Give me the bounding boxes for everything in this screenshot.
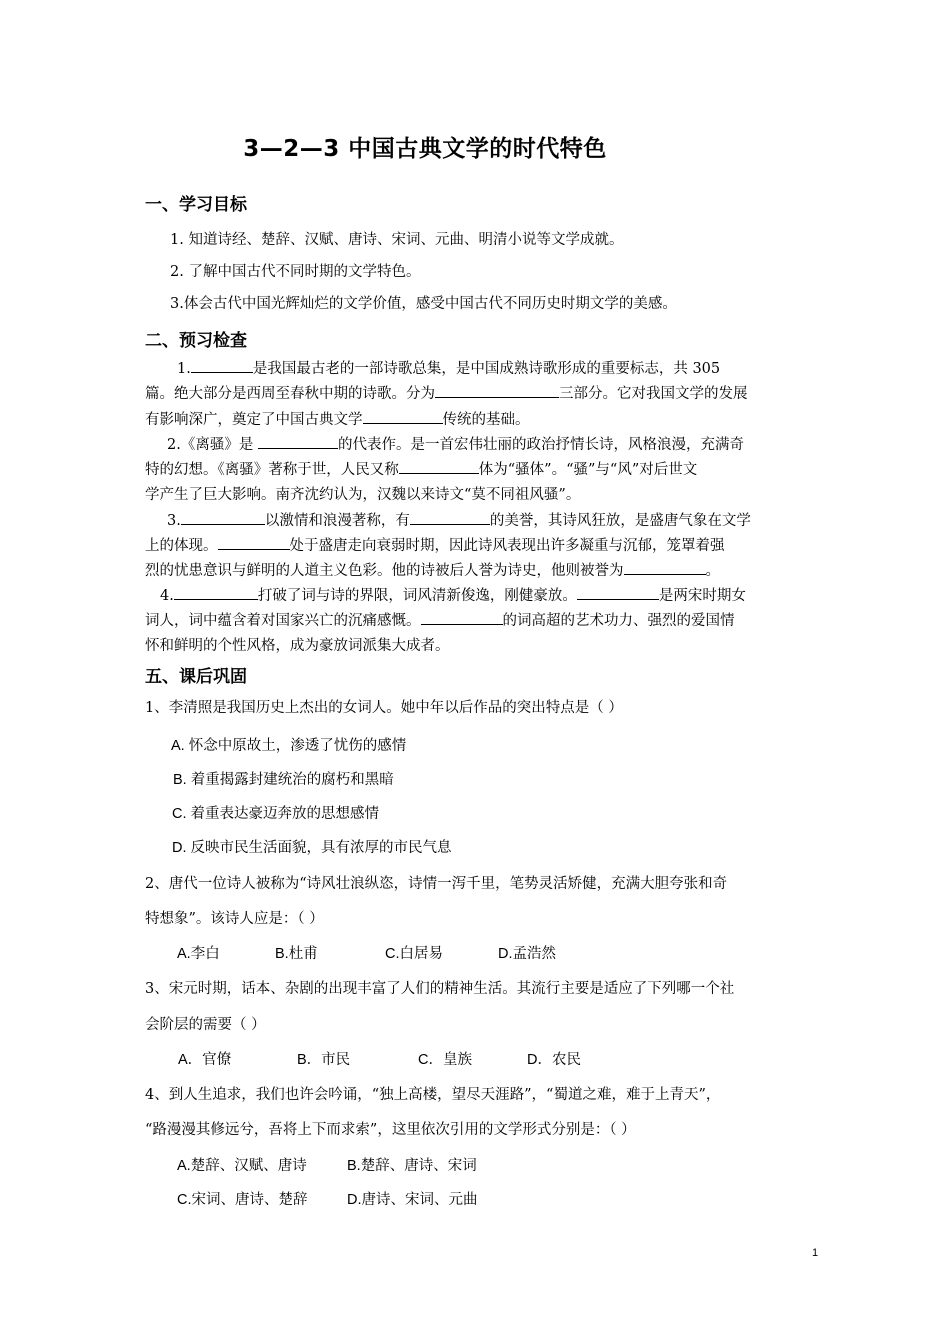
section-heading-goals: 一、学习目标: [145, 195, 247, 215]
question-stem: 4、到人生追求，我们也许会吟诵，“独上高楼，望尽天涯路”，“蜀道之难，难于上青天”，: [145, 1087, 721, 1103]
answer-blank[interactable]: [399, 458, 479, 474]
preview-paragraph-2-line: 学产生了巨大影响。南齐沈约认为，汉魏以来诗文“莫不同祖风骚”。: [145, 487, 581, 503]
answer-option[interactable]: A.李白: [177, 946, 220, 962]
answer-option[interactable]: D.孟浩然: [498, 946, 556, 962]
answer-blank[interactable]: [191, 357, 253, 373]
goal-item: 2. 了解中国古代不同时期的文学特色。: [170, 264, 421, 280]
page-title: 3—2—3 中国古典文学的时代特色: [243, 136, 607, 162]
goal-item: 3.体会古代中国光辉灿烂的文学价值，感受中国古代不同历史时期文学的美感。: [170, 296, 677, 312]
answer-blank[interactable]: [624, 559, 706, 575]
answer-blank[interactable]: [435, 382, 559, 398]
question-stem: 会阶层的需要（ ）: [145, 1017, 266, 1033]
answer-blank[interactable]: [410, 509, 490, 525]
preview-text: 打破了词与诗的界限，词风清新俊逸，刚健豪放。: [257, 588, 577, 604]
section-heading-consolidation: 五、课后巩固: [145, 667, 247, 687]
answer-option[interactable]: B.杜甫: [275, 946, 318, 962]
answer-option[interactable]: A.楚辞、汉赋、唐诗: [177, 1158, 307, 1174]
answer-option[interactable]: C.宋词、唐诗、楚辞: [177, 1192, 308, 1208]
answer-option[interactable]: B.楚辞、唐诗、宋词: [347, 1158, 477, 1174]
question-stem: 特想象”。该诗人应是：（ ）: [145, 911, 324, 927]
preview-paragraph-3-line: [145, 559, 720, 580]
preview-text: 3.: [167, 513, 181, 529]
preview-text: 有影响深广，奠定了中国古典文学: [145, 412, 363, 428]
answer-option[interactable]: D. 反映市民生活面貌，具有浓厚的市民气息: [172, 840, 452, 856]
preview-paragraph-4-line: 怀和鲜明的个性风格，成为豪放词派集大成者。: [145, 638, 450, 654]
preview-text: 是我国最古老的一部诗歌总集，是中国成熟诗歌形成的重要标志，共 305: [252, 361, 721, 377]
question-stem: 2、唐代一位诗人被称为“诗风壮浪纵恣，诗情一泻千里，笔势灵活矫健，充满大胆夸张和奇: [145, 876, 728, 892]
preview-text: 篇。绝大部分是西周至春秋中期的诗歌。分为: [145, 386, 435, 402]
answer-blank[interactable]: [181, 509, 265, 525]
preview-text: 以激情和浪漫著称，有: [264, 513, 410, 529]
preview-paragraph-2-line: [145, 458, 697, 479]
answer-option[interactable]: D．农民: [527, 1052, 581, 1068]
question-stem: 1、李清照是我国历史上杰出的女词人。她中年以后作品的突出特点是（ ）: [145, 700, 623, 716]
preview-text: 。: [705, 563, 720, 579]
preview-paragraph-3-line: [167, 509, 751, 530]
preview-text: 的代表作。是一首宏伟壮丽的政治抒情长诗，风格浪漫，充满奇: [337, 437, 744, 453]
question-stem: 3、宋元时期，话本、杂剧的出现丰富了人们的精神生活。其流行主要是适应了下列哪一个社: [145, 981, 735, 997]
preview-paragraph-1-line: [145, 382, 748, 403]
answer-option[interactable]: D.唐诗、宋词、元曲: [347, 1192, 478, 1208]
preview-text: 词人，词中蕴含着对国家兴亡的沉痛感慨。: [145, 613, 421, 629]
preview-text: 2.《离骚》是: [167, 437, 258, 453]
page-number: 1: [812, 1247, 819, 1259]
preview-paragraph-4-line: [145, 609, 735, 630]
answer-option[interactable]: C. 着重表达豪迈奔放的思想感情: [172, 806, 380, 822]
preview-text: 特的幻想。《离骚》著称于世，人民又称: [145, 462, 399, 478]
goal-item: 1. 知道诗经、楚辞、汉赋、唐诗、宋词、元曲、明清小说等文学成就。: [170, 232, 624, 248]
preview-paragraph-3-line: [145, 534, 725, 555]
answer-blank[interactable]: [258, 433, 338, 449]
answer-blank[interactable]: [218, 534, 290, 550]
answer-option[interactable]: A．官僚: [178, 1052, 232, 1068]
preview-text: 传统的基础。: [442, 412, 530, 428]
preview-text: 烈的忧患意识与鲜明的人道主义色彩。他的诗被后人誉为诗史，他则被誉为: [145, 563, 624, 579]
answer-option[interactable]: C.白居易: [385, 946, 443, 962]
answer-blank[interactable]: [363, 408, 443, 424]
answer-option[interactable]: A. 怀念中原故土，渗透了忧伤的感情: [171, 738, 407, 754]
answer-blank[interactable]: [577, 584, 659, 600]
answer-option[interactable]: B. 着重揭露封建统治的腐朽和黑暗: [173, 772, 394, 788]
preview-paragraph-2-line: [167, 433, 744, 454]
preview-text: 的词高超的艺术功力、强烈的爱国情: [502, 613, 735, 629]
preview-text: 上的体现。: [145, 538, 218, 554]
answer-option[interactable]: B．市民: [297, 1052, 351, 1068]
question-stem: “路漫漫其修远兮，吾将上下而求索”，这里依次引用的文学形式分别是：（ ）: [145, 1122, 636, 1138]
answer-option[interactable]: C．皇族: [418, 1052, 472, 1068]
preview-text: 体为“骚体”。“骚”与“风”对后世文: [478, 462, 698, 478]
preview-text: 处于盛唐走向衰弱时期，因此诗风表现出许多凝重与沉郁，笼罩着强: [289, 538, 725, 554]
section-heading-preview: 二、预习检查: [145, 331, 247, 351]
preview-paragraph-1-line: [177, 357, 720, 378]
answer-blank[interactable]: [174, 584, 258, 600]
preview-text: 三部分。它对我国文学的发展: [559, 386, 748, 402]
preview-paragraph-1-line: [145, 408, 530, 429]
preview-text: 的美誉，其诗风狂放，是盛唐气象在文学: [489, 513, 751, 529]
preview-text: 4.: [160, 588, 174, 604]
preview-text: 是两宋时期女: [658, 588, 746, 604]
answer-blank[interactable]: [421, 609, 503, 625]
preview-text: 1.: [177, 361, 191, 377]
preview-paragraph-4-line: [160, 584, 746, 605]
